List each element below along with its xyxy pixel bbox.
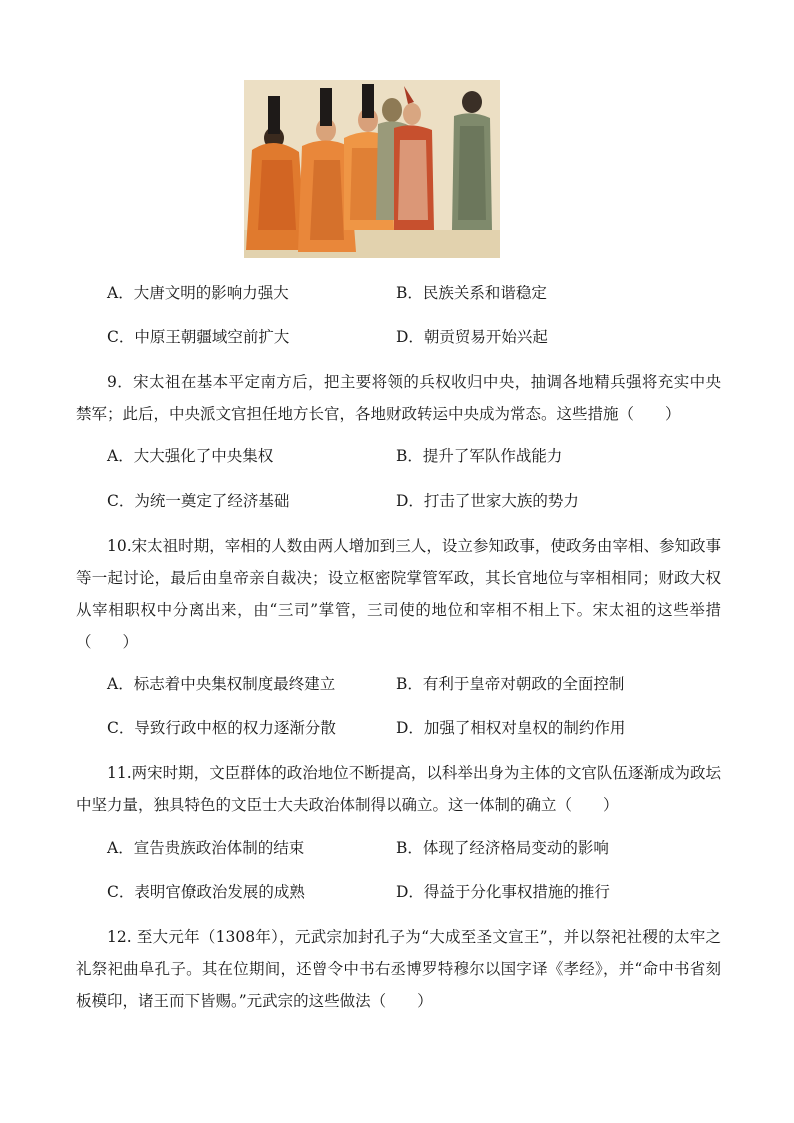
q8-option-b[interactable]: B．民族关系和谐稳定 (396, 284, 547, 302)
q9-option-b[interactable]: B．提升了军队作战能力 (396, 447, 563, 465)
q11-stem: 11.两宋时期，文臣群体的政治地位不断提高，以科举出身为主体的文官队伍逐渐成为政坛中坚力量，独具特色的文臣士大夫政治体制得以确立。这一体制的确立（ ） (76, 764, 721, 814)
q9-stem: 9．宋太祖在基本平定南方后，把主要将领的兵权收归中央，抽调各地精兵强将充实中央禁军；此后，中央派文官担任地方长官，各地财政转运中央成为常态。这些措施（ ） (76, 373, 721, 423)
q11-option-c[interactable]: C．表明官僚政治发展的成熟 (107, 883, 305, 901)
q11-options-row-2 (107, 880, 727, 904)
q11-options-row-1 (107, 836, 727, 860)
q10-stem: 10.宋太祖时期，宰相的人数由两人增加到三人，设立参知政事，使政务由宰相、参知政事等一起讨论，最后由皇帝亲自裁决；设立枢密院掌管军政，其长官地位与宰相相同；财政大权从宰相职权中分离出来，由“三司”掌管，三司使的地位和宰相不相上下。宋太祖的这些举措（ ） (76, 537, 721, 651)
q10-option-c[interactable]: C．导致行政中枢的权力逐渐分散 (107, 719, 336, 737)
q9-option-d[interactable]: D．打击了世家大族的势力 (396, 492, 579, 510)
q10-options-row-1 (107, 672, 727, 696)
painting-figures-icon (244, 80, 500, 258)
q11-option-a[interactable]: A．宣告贵族政治体制的结束 (107, 839, 305, 857)
q9-options-row-2 (107, 489, 727, 513)
q11-option-d[interactable]: D．得益于分化事权措施的推行 (396, 883, 610, 901)
q9-options-row-1 (107, 444, 727, 468)
q9-option-c[interactable]: C．为统一奠定了经济基础 (107, 492, 290, 510)
tang-dynasty-painting-image (244, 80, 500, 258)
q10-options-row-2 (107, 716, 727, 740)
q8-option-a[interactable]: A．大唐文明的影响力强大 (107, 284, 289, 302)
q10-option-b[interactable]: B．有利于皇帝对朝政的全面控制 (396, 675, 625, 693)
q10-option-a[interactable]: A．标志着中央集权制度最终建立 (107, 675, 336, 693)
q11-option-b[interactable]: B．体现了经济格局变动的影响 (396, 839, 609, 857)
q8-option-d[interactable]: D．朝贡贸易开始兴起 (396, 328, 548, 346)
q9-option-a[interactable]: A．大大强化了中央集权 (107, 447, 274, 465)
q10-option-d[interactable]: D．加强了相权对皇权的制约作用 (396, 719, 626, 737)
q8-options-row-2 (107, 325, 727, 349)
q8-option-c[interactable]: C．中原王朝疆域空前扩大 (107, 328, 290, 346)
q12-stem: 12. 至大元年（1308年），元武宗加封孔子为“大成至圣文宣王”，并以祭祀社稷的太牢之礼祭祀曲阜孔子。其在位期间，还曾令中书右丞博罗特穆尔以国字译《孝经》，并“命中书省刻板模印，诸王而下皆赐。”元武宗的这些做法（ ） (76, 928, 721, 1010)
q8-options-row-1 (107, 281, 727, 305)
